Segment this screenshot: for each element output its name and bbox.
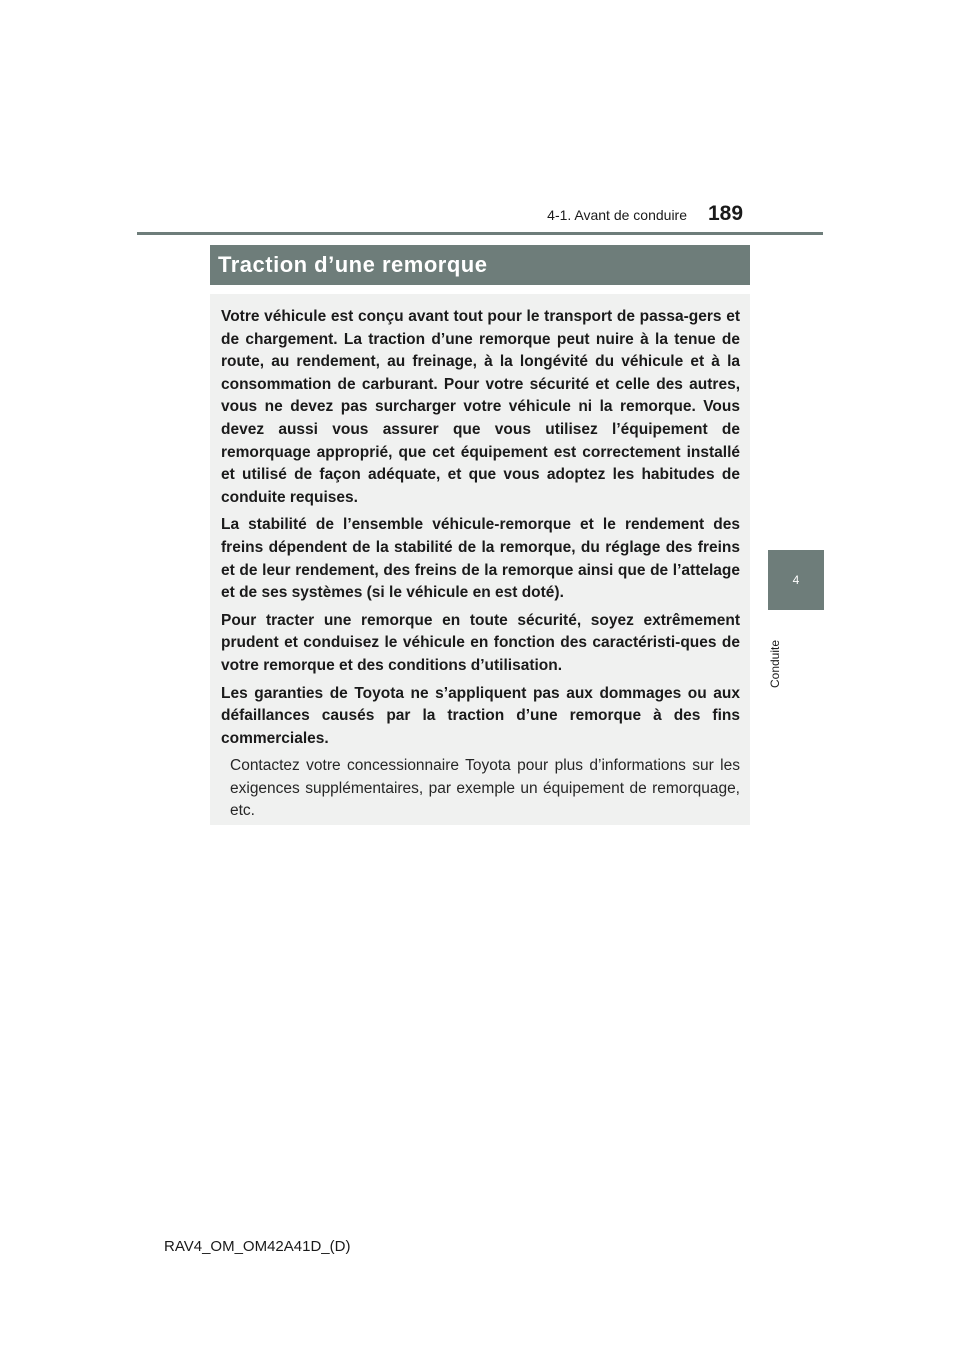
chapter-tab[interactable] <box>768 550 824 610</box>
paragraph-safety: Pour tracter une remorque en toute sécurité, soyez extrêmement prudent et conduisez le véhicule en fonction des caractéristi-ques de votre remorque et des conditions d’utilisation. <box>221 611 740 674</box>
content-box <box>210 294 750 825</box>
paragraph-stability: La stabilité de l’ensemble véhicule-remorque et le rendement des freins dépendent de la stabilité de la remorque, du réglage des freins et de leur rendement, des freins de la remorque ainsi que de l’attelage et de ses systèmes (si le véhicule en est doté). <box>221 516 740 602</box>
section-label: 4-1. Avant de conduire <box>547 207 687 223</box>
paragraph-warranty: Les garanties de Toyota ne s’appliquent pas aux dommages ou aux défaillances causés par la traction d’une remorque à des fins commerciales. <box>221 684 740 747</box>
header-rule <box>137 232 823 235</box>
chapter-name: Conduite <box>768 639 782 688</box>
section-title: Traction d’une remorque <box>218 252 488 277</box>
page-number: 189 <box>708 202 744 225</box>
paragraph-intro: Votre véhicule est conçu avant tout pour le transport de passa-gers et de chargement. La traction d’une remorque peut nuire à la tenue de route, au rendement, au freinage, à la longévité du véhicule et à la consommation de carburant. Pour votre sécurité et celle des autres, vous ne devez pas surcharger votre véhicule ni la remorque. Vous devez aussi vous assurer que vous utilisez l’équipement de remorquage approprié, que cet équipement est correctement installé et utilisé de façon adéquate, et que vous adoptez les habitudes de conduite requises. <box>221 308 740 506</box>
chapter-number: 4 <box>792 573 800 587</box>
dealer-note: Contactez votre concessionnaire Toyota pour plus d’informations sur les exigences supplémentaires, par exemple un équipement de remorquage, etc. <box>230 757 740 820</box>
document-id: RAV4_OM_OM42A41D_(D) <box>164 1238 351 1255</box>
section-title-bar <box>210 245 750 285</box>
